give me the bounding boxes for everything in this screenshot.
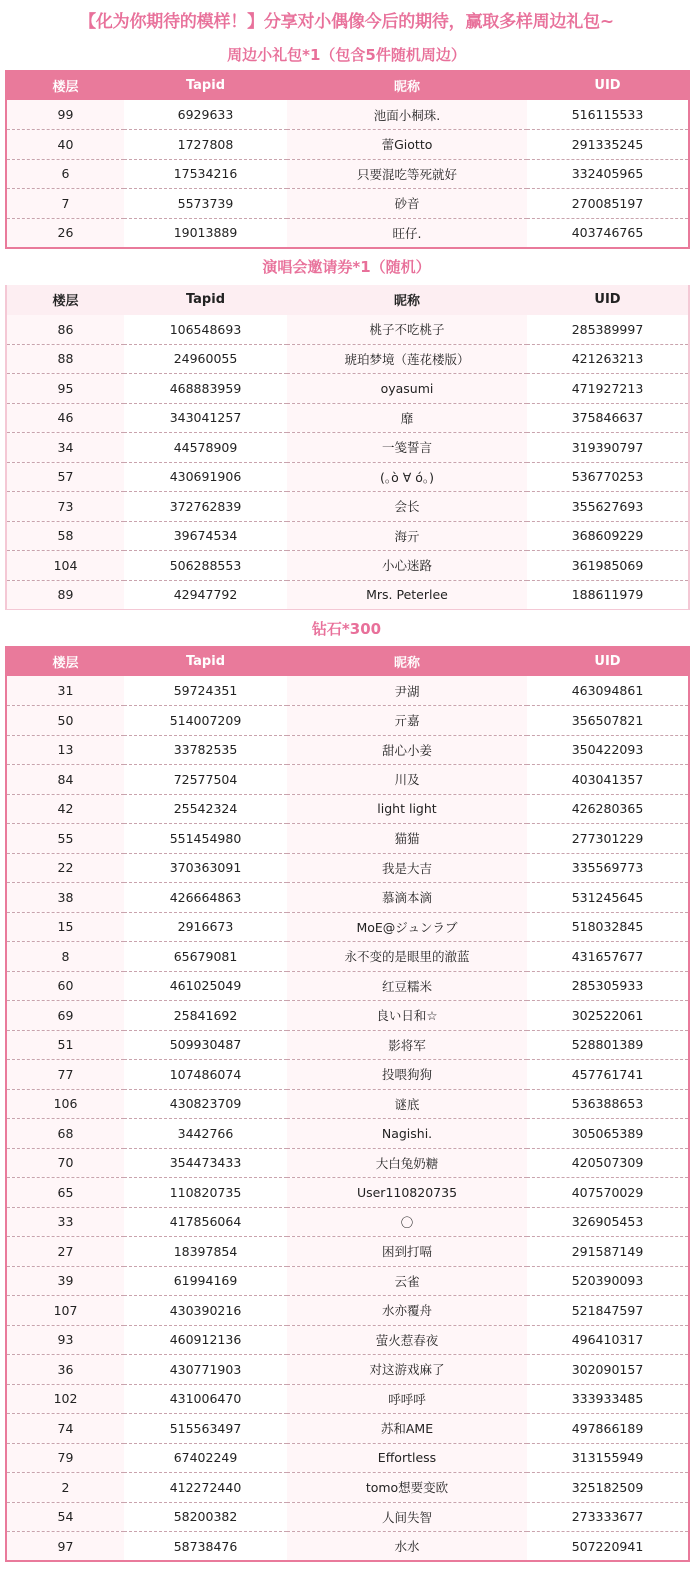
floor-cell: 39 (6, 1266, 124, 1296)
nickname-cell: 亓嘉 (287, 706, 527, 736)
column-header-nickname: 昵称 (287, 646, 527, 676)
tapid-cell: 65679081 (124, 942, 287, 972)
floor-cell: 51 (6, 1030, 124, 1060)
floor-cell: 70 (6, 1148, 124, 1178)
table-row (6, 580, 689, 610)
nickname-cell: 投喂狗狗 (287, 1060, 527, 1090)
tapid-cell: 426664863 (124, 883, 287, 913)
uid-cell: 305065389 (527, 1119, 689, 1149)
tapid-cell: 58200382 (124, 1502, 287, 1532)
table-row (6, 942, 689, 972)
floor-cell: 69 (6, 1001, 124, 1031)
uid-cell: 326905453 (527, 1207, 689, 1237)
nickname-cell: 困到打嗝 (287, 1237, 527, 1267)
nickname-cell: User110820735 (287, 1178, 527, 1208)
floor-cell: 7 (6, 189, 124, 219)
table-row (6, 971, 689, 1001)
table-row (6, 1355, 689, 1385)
tapid-cell: 106548693 (124, 315, 287, 345)
table-row (6, 1502, 689, 1532)
column-header-tapid: Tapid (124, 70, 287, 100)
column-header-uid: UID (527, 285, 689, 315)
nickname-cell: 川及 (287, 765, 527, 795)
tapid-cell: 506288553 (124, 551, 287, 581)
nickname-cell: oyasumi (287, 374, 527, 404)
tapid-cell: 417856064 (124, 1207, 287, 1237)
uid-cell: 375846637 (527, 403, 689, 433)
uid-cell: 463094861 (527, 676, 689, 706)
column-header-nickname: 昵称 (287, 285, 527, 315)
tapid-cell: 354473433 (124, 1148, 287, 1178)
table-row (6, 853, 689, 883)
uid-cell: 368609229 (527, 521, 689, 551)
nickname-cell: (｡ò ∀ ó｡) (287, 462, 527, 492)
section-title-gift-pack: 周边小礼包*1（包含5件随机周边） (227, 45, 466, 64)
table-header-row (6, 285, 689, 315)
floor-cell: 86 (6, 315, 124, 345)
nickname-cell: 良い日和☆ (287, 1001, 527, 1031)
floor-cell: 31 (6, 676, 124, 706)
tapid-cell: 372762839 (124, 492, 287, 522)
floor-cell: 74 (6, 1414, 124, 1444)
floor-cell: 73 (6, 492, 124, 522)
tapid-cell: 33782535 (124, 735, 287, 765)
floor-cell: 2 (6, 1473, 124, 1503)
winners-table-diamonds (5, 646, 690, 1562)
floor-cell: 15 (6, 912, 124, 942)
table-row (6, 1207, 689, 1237)
table-row (6, 735, 689, 765)
tapid-cell: 514007209 (124, 706, 287, 736)
table-row (6, 1532, 689, 1562)
floor-cell: 106 (6, 1089, 124, 1119)
table-row (6, 676, 689, 706)
nickname-cell: 小心迷路 (287, 551, 527, 581)
nickname-cell: 水水 (287, 1532, 527, 1562)
floor-cell: 13 (6, 735, 124, 765)
floor-cell: 107 (6, 1296, 124, 1326)
nickname-cell: 谜底 (287, 1089, 527, 1119)
uid-cell: 277301229 (527, 824, 689, 854)
floor-cell: 79 (6, 1443, 124, 1473)
floor-cell: 95 (6, 374, 124, 404)
nickname-cell: 会长 (287, 492, 527, 522)
uid-cell: 188611979 (527, 580, 689, 610)
nickname-cell: 人间失智 (287, 1502, 527, 1532)
table-row (6, 912, 689, 942)
uid-cell: 536770253 (527, 462, 689, 492)
floor-cell: 27 (6, 1237, 124, 1267)
table-row (6, 1473, 689, 1503)
tapid-cell: 18397854 (124, 1237, 287, 1267)
tapid-cell: 460912136 (124, 1325, 287, 1355)
tapid-cell: 430771903 (124, 1355, 287, 1385)
tapid-cell: 551454980 (124, 824, 287, 854)
tapid-cell: 430691906 (124, 462, 287, 492)
nickname-cell: 猫猫 (287, 824, 527, 854)
uid-cell: 531245645 (527, 883, 689, 913)
uid-cell: 355627693 (527, 492, 689, 522)
column-header-floor: 楼层 (6, 70, 124, 100)
table-row (6, 521, 689, 551)
tapid-cell: 431006470 (124, 1384, 287, 1414)
floor-cell: 36 (6, 1355, 124, 1385)
floor-cell: 46 (6, 403, 124, 433)
floor-cell: 84 (6, 765, 124, 795)
table-row (6, 794, 689, 824)
table-row (6, 1089, 689, 1119)
tapid-cell: 2916673 (124, 912, 287, 942)
uid-cell: 431657677 (527, 942, 689, 972)
uid-cell: 302522061 (527, 1001, 689, 1031)
floor-cell: 97 (6, 1532, 124, 1562)
uid-cell: 291335245 (527, 130, 689, 160)
table-row (6, 765, 689, 795)
uid-cell: 497866189 (527, 1414, 689, 1444)
uid-cell: 285305933 (527, 971, 689, 1001)
table-row (6, 1384, 689, 1414)
tapid-cell: 509930487 (124, 1030, 287, 1060)
nickname-cell: 苏和AME (287, 1414, 527, 1444)
floor-cell: 50 (6, 706, 124, 736)
uid-cell: 319390797 (527, 433, 689, 463)
uid-cell: 285389997 (527, 315, 689, 345)
table-row (6, 100, 689, 130)
column-header-tapid: Tapid (124, 285, 287, 315)
floor-cell: 6 (6, 159, 124, 189)
nickname-cell: MoE@ジュンラブ (287, 912, 527, 942)
tapid-cell: 515563497 (124, 1414, 287, 1444)
uid-cell: 457761741 (527, 1060, 689, 1090)
uid-cell: 403041357 (527, 765, 689, 795)
table-row (6, 1414, 689, 1444)
nickname-cell: 水亦覆舟 (287, 1296, 527, 1326)
floor-cell: 68 (6, 1119, 124, 1149)
table-row (6, 1325, 689, 1355)
uid-cell: 536388653 (527, 1089, 689, 1119)
nickname-cell: 影将军 (287, 1030, 527, 1060)
floor-cell: 65 (6, 1178, 124, 1208)
table-row (6, 1266, 689, 1296)
uid-cell: 407570029 (527, 1178, 689, 1208)
nickname-cell: Mrs. Peterlee (287, 580, 527, 610)
uid-cell: 332405965 (527, 159, 689, 189)
floor-cell: 102 (6, 1384, 124, 1414)
nickname-cell: 蕾Giotto (287, 130, 527, 160)
table-row (6, 1443, 689, 1473)
nickname-cell: 砂音 (287, 189, 527, 219)
page-title: 【化为你期待的模样！】分享对小偶像今后的期待，赢取多样周边礼包~ (79, 11, 614, 32)
floor-cell: 40 (6, 130, 124, 160)
table-row (6, 189, 689, 219)
table-row (6, 1060, 689, 1090)
tapid-cell: 39674534 (124, 521, 287, 551)
table-row (6, 551, 689, 581)
tapid-cell: 25542324 (124, 794, 287, 824)
nickname-cell: 萤火惹春夜 (287, 1325, 527, 1355)
column-header-floor: 楼层 (6, 646, 124, 676)
uid-cell: 350422093 (527, 735, 689, 765)
table-row (6, 403, 689, 433)
section-title-diamonds: 钻石*300 (311, 619, 382, 638)
table-row (6, 1030, 689, 1060)
uid-cell: 496410317 (527, 1325, 689, 1355)
uid-cell: 516115533 (527, 100, 689, 130)
tapid-cell: 72577504 (124, 765, 287, 795)
tapid-cell: 461025049 (124, 971, 287, 1001)
uid-cell: 426280365 (527, 794, 689, 824)
nickname-cell: 呼呼呼 (287, 1384, 527, 1414)
tapid-cell: 1727808 (124, 130, 287, 160)
uid-cell: 325182509 (527, 1473, 689, 1503)
uid-cell: 518032845 (527, 912, 689, 942)
floor-cell: 26 (6, 218, 124, 248)
uid-cell: 356507821 (527, 706, 689, 736)
tapid-cell: 370363091 (124, 853, 287, 883)
nickname-cell: 靡 (287, 403, 527, 433)
nickname-cell: 旺仔. (287, 218, 527, 248)
nickname-cell: 云雀 (287, 1266, 527, 1296)
tapid-cell: 42947792 (124, 580, 287, 610)
tapid-cell: 25841692 (124, 1001, 287, 1031)
table-row (6, 1178, 689, 1208)
floor-cell: 60 (6, 971, 124, 1001)
nickname-cell: tomo想要变欧 (287, 1473, 527, 1503)
table-row (6, 130, 689, 160)
tapid-cell: 430390216 (124, 1296, 287, 1326)
column-header-uid: UID (527, 70, 689, 100)
uid-cell: 420507309 (527, 1148, 689, 1178)
tapid-cell: 3442766 (124, 1119, 287, 1149)
table-row (6, 1237, 689, 1267)
nickname-cell: 尹湖 (287, 676, 527, 706)
table-row (6, 1119, 689, 1149)
tapid-cell: 412272440 (124, 1473, 287, 1503)
uid-cell: 421263213 (527, 344, 689, 374)
uid-cell: 507220941 (527, 1532, 689, 1562)
table-row (6, 1001, 689, 1031)
table-row (6, 374, 689, 404)
tapid-cell: 19013889 (124, 218, 287, 248)
nickname-cell: 我是大吉 (287, 853, 527, 883)
floor-cell: 77 (6, 1060, 124, 1090)
nickname-cell: 大白兔奶糖 (287, 1148, 527, 1178)
floor-cell: 34 (6, 433, 124, 463)
uid-cell: 520390093 (527, 1266, 689, 1296)
nickname-cell: Nagishi. (287, 1119, 527, 1149)
uid-cell: 521847597 (527, 1296, 689, 1326)
nickname-cell: 红豆糯米 (287, 971, 527, 1001)
floor-cell: 93 (6, 1325, 124, 1355)
nickname-cell: 永不变的是眼里的澈蓝 (287, 942, 527, 972)
floor-cell: 89 (6, 580, 124, 610)
uid-cell: 528801389 (527, 1030, 689, 1060)
table-row (6, 492, 689, 522)
table-row (6, 218, 689, 248)
floor-cell: 99 (6, 100, 124, 130)
tapid-cell: 343041257 (124, 403, 287, 433)
table-row (6, 344, 689, 374)
uid-cell: 333933485 (527, 1384, 689, 1414)
tapid-cell: 67402249 (124, 1443, 287, 1473)
floor-cell: 58 (6, 521, 124, 551)
floor-cell: 22 (6, 853, 124, 883)
nickname-cell: 琥珀梦境（莲花楼版） (287, 344, 527, 374)
nickname-cell: 只要混吃等死就好 (287, 159, 527, 189)
uid-cell: 335569773 (527, 853, 689, 883)
uid-cell: 302090157 (527, 1355, 689, 1385)
tapid-cell: 17534216 (124, 159, 287, 189)
table-header-row (6, 70, 689, 100)
table-row (6, 462, 689, 492)
tapid-cell: 6929633 (124, 100, 287, 130)
nickname-cell: 〇 (287, 1207, 527, 1237)
nickname-cell: 海亓 (287, 521, 527, 551)
floor-cell: 8 (6, 942, 124, 972)
nickname-cell: 慕滴本滴 (287, 883, 527, 913)
table-row (6, 433, 689, 463)
floor-cell: 57 (6, 462, 124, 492)
winners-table-concert-ticket (5, 285, 690, 611)
table-row (6, 824, 689, 854)
tapid-cell: 107486074 (124, 1060, 287, 1090)
floor-cell: 55 (6, 824, 124, 854)
tapid-cell: 468883959 (124, 374, 287, 404)
uid-cell: 313155949 (527, 1443, 689, 1473)
nickname-cell: 一笺誓言 (287, 433, 527, 463)
floor-cell: 38 (6, 883, 124, 913)
nickname-cell: Effortless (287, 1443, 527, 1473)
table-row (6, 315, 689, 345)
floor-cell: 88 (6, 344, 124, 374)
nickname-cell: 对这游戏麻了 (287, 1355, 527, 1385)
uid-cell: 471927213 (527, 374, 689, 404)
tapid-cell: 5573739 (124, 189, 287, 219)
floor-cell: 42 (6, 794, 124, 824)
table-row (6, 1296, 689, 1326)
column-header-uid: UID (527, 646, 689, 676)
tapid-cell: 24960055 (124, 344, 287, 374)
section-title-concert-ticket: 演唱会邀请券*1（随机） (262, 258, 431, 276)
table-row (6, 706, 689, 736)
tapid-cell: 44578909 (124, 433, 287, 463)
floor-cell: 33 (6, 1207, 124, 1237)
column-header-tapid: Tapid (124, 646, 287, 676)
table-row (6, 159, 689, 189)
uid-cell: 403746765 (527, 218, 689, 248)
column-header-floor: 楼层 (6, 285, 124, 315)
table-row (6, 1148, 689, 1178)
winners-table-gift-pack (5, 70, 690, 249)
tapid-cell: 430823709 (124, 1089, 287, 1119)
floor-cell: 104 (6, 551, 124, 581)
uid-cell: 273333677 (527, 1502, 689, 1532)
tapid-cell: 110820735 (124, 1178, 287, 1208)
tapid-cell: 58738476 (124, 1532, 287, 1562)
table-row (6, 883, 689, 913)
column-header-nickname: 昵称 (287, 70, 527, 100)
nickname-cell: 甜心小姜 (287, 735, 527, 765)
nickname-cell: 池面小桐珠. (287, 100, 527, 130)
tapid-cell: 59724351 (124, 676, 287, 706)
uid-cell: 270085197 (527, 189, 689, 219)
nickname-cell: 桃子不吃桃子 (287, 315, 527, 345)
uid-cell: 291587149 (527, 1237, 689, 1267)
table-header-row (6, 646, 689, 676)
tapid-cell: 61994169 (124, 1266, 287, 1296)
floor-cell: 54 (6, 1502, 124, 1532)
uid-cell: 361985069 (527, 551, 689, 581)
nickname-cell: light light (287, 794, 527, 824)
